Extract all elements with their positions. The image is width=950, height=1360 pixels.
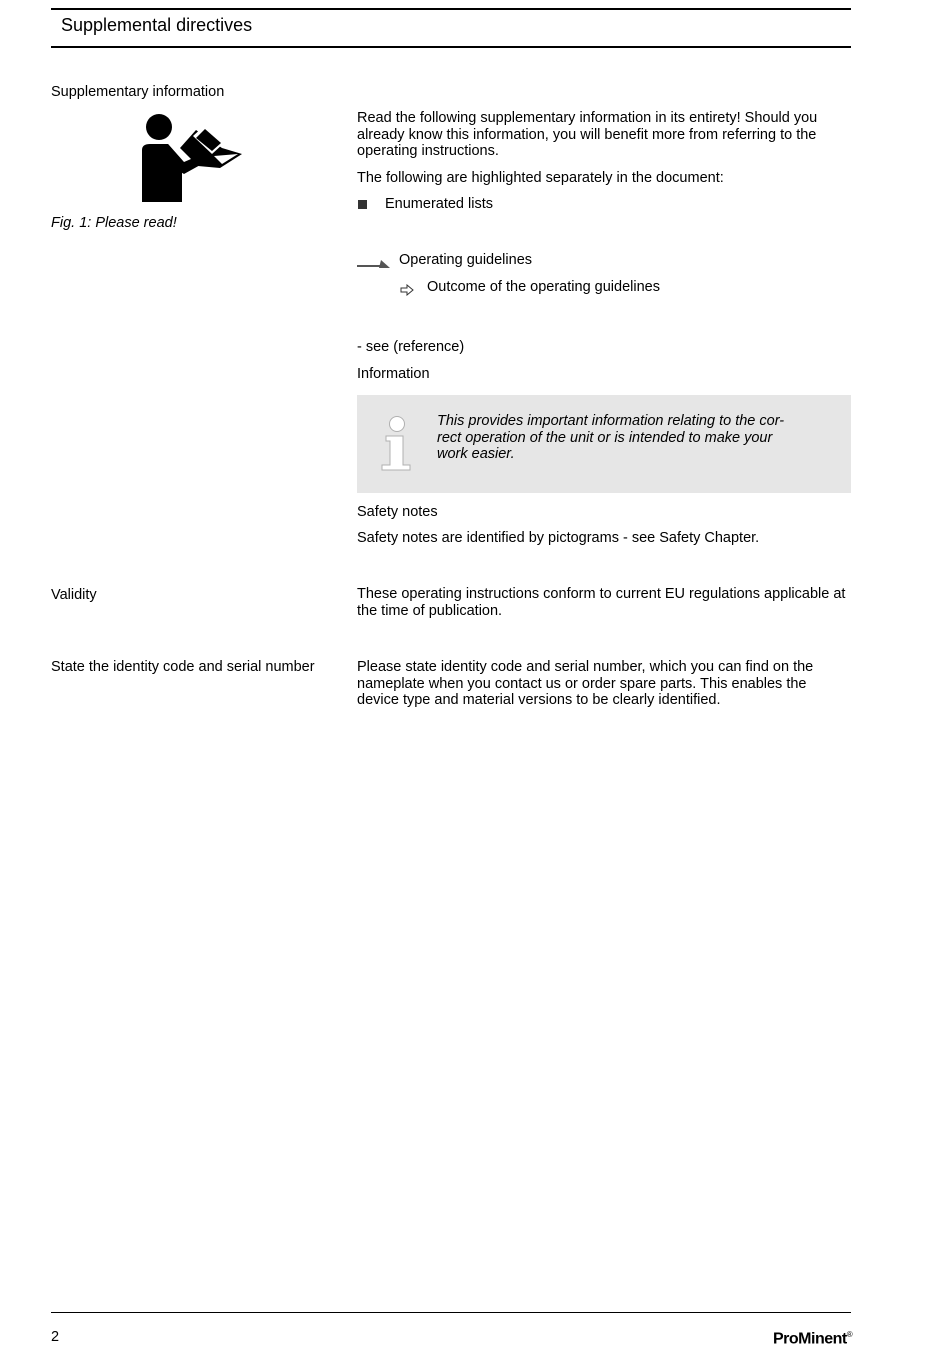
safety-notes-text: Safety notes are identified by pictograms - see Safety Chapter. [357, 530, 760, 546]
section-heading-validity: Validity [51, 587, 97, 603]
header-bottom-rule [51, 46, 851, 48]
safety-notes-heading: Safety notes [357, 504, 438, 520]
highlighted-paragraph: The following are highlighted separately in the document: [357, 170, 724, 186]
page-title: Supplemental directives [61, 15, 253, 35]
information-box-text: This provides important information relating to the cor-rect operation of the unit or is intended to make your work easier. [437, 413, 785, 462]
logo-registered: ® [846, 1330, 853, 1339]
figure-caption: Fig. 1: Please read! [51, 215, 177, 231]
prominent-logo [773, 1330, 852, 1348]
identity-text: Please state identity code and serial number, which you can find on the nameplate when you contact us or order spare parts. This enables the device type and material versions to be clearly identified. [357, 659, 814, 708]
square-bullet-icon [358, 200, 367, 209]
enumerated-lists-item: Enumerated lists [385, 196, 493, 212]
logo-minent: Minent [798, 1330, 847, 1348]
see-reference-text: - see (reference) [357, 339, 465, 355]
information-heading: Information [357, 366, 430, 382]
operating-guidelines-item: Operating guidelines [399, 252, 533, 268]
section-heading-supplementary: Supplementary information [51, 84, 225, 100]
page-number: 2 [51, 1329, 60, 1345]
logo-pro: Pro [773, 1330, 799, 1348]
section-heading-identity: State the identity code and serial number [51, 659, 315, 675]
validity-text: These operating instructions conform to current EU regulations applicable at the time of publication. [357, 586, 846, 619]
info-icon [380, 415, 414, 471]
reading-person-icon [138, 112, 244, 204]
outcome-item: Outcome of the operating guidelines [427, 279, 660, 295]
outcome-arrow-icon [400, 284, 414, 296]
footer-rule [51, 1312, 851, 1313]
intro-paragraph: Read the following supplementary information in its entirety! Should you already know this information, you will benefit more from referring to the operating instructions. [357, 110, 818, 159]
header-top-rule [51, 8, 851, 10]
operating-guideline-arrow-icon [357, 258, 391, 272]
